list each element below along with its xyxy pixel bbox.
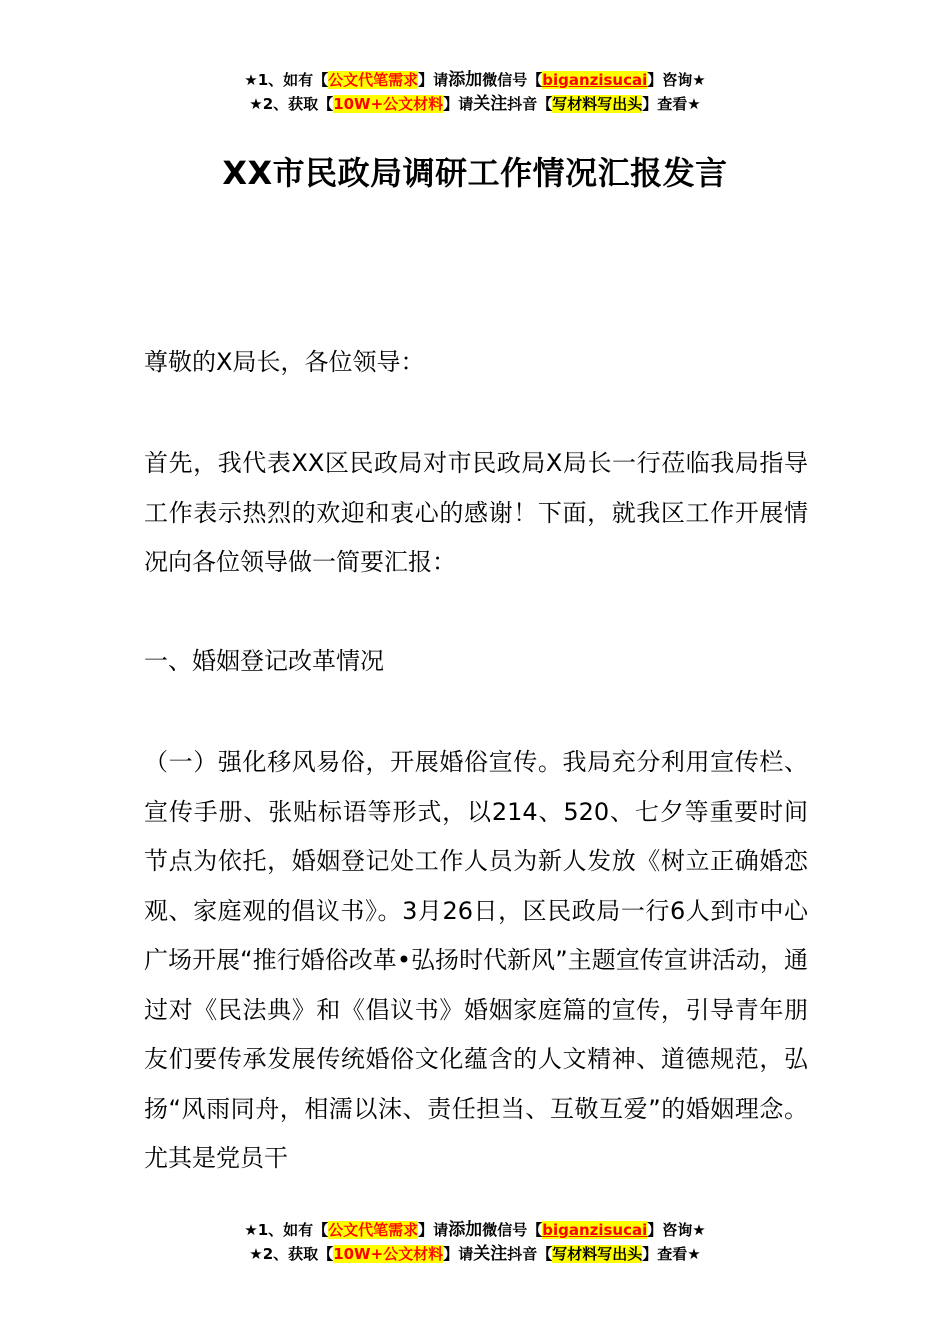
greeting-paragraph: 尊敬的X局长，各位领导：: [144, 348, 425, 376]
promo-text: 】咨询★: [647, 1221, 706, 1239]
bottom-promo-banner: [0, 1218, 950, 1266]
promo-highlight-materials: 10W+公文材料: [333, 95, 444, 113]
promo-text: 】查看★: [642, 1245, 701, 1263]
promo-emphasis: 添加: [448, 70, 483, 90]
promo-emphasis: 添加: [448, 1220, 483, 1240]
promo-highlight-materials: 10W+公文材料: [333, 1245, 444, 1263]
promo-emphasis: 关注: [473, 94, 508, 114]
promo-highlight-wechat: biganzisucai: [542, 71, 648, 89]
promo-highlight-service: 公文代笔需求: [328, 1221, 419, 1239]
promo-text: 】咨询★: [647, 71, 706, 89]
document-title: XX市民政局调研工作情况汇报发言: [222, 154, 728, 192]
promo-text: 抖音【: [507, 95, 553, 113]
promo-text: ★2、获取【: [249, 95, 334, 113]
promo-text: 】请: [418, 71, 449, 89]
promo-text: 抖音【: [507, 1245, 553, 1263]
promo-text: 】查看★: [642, 95, 701, 113]
promo-text: ★2、获取【: [249, 1245, 334, 1263]
promo-highlight-douyin: 写材料写出头: [552, 95, 643, 113]
section-heading: 一、婚姻登记改革情况: [144, 647, 384, 675]
promo-text: 】请: [443, 95, 474, 113]
promo-text: 微信号【: [482, 71, 543, 89]
promo-line-1: [0, 68, 950, 92]
promo-text: 】请: [443, 1245, 474, 1263]
promo-text: 微信号【: [482, 1221, 543, 1239]
intro-paragraph: 首先，我代表XX区民政局对市民政局X局长一行莅临我局指导工作表示热烈的欢迎和衷心的感谢！下面，就我区工作开展情况向各位领导做一简要汇报：: [144, 449, 808, 576]
promo-highlight-wechat: biganzisucai: [542, 1221, 648, 1239]
promo-highlight-douyin: 写材料写出头: [552, 1245, 643, 1263]
promo-text: ★1、如有【: [244, 1221, 329, 1239]
promo-text: 】请: [418, 1221, 449, 1239]
top-promo-banner: [0, 68, 950, 116]
promo-line-1: [0, 1218, 950, 1242]
promo-highlight-service: 公文代笔需求: [328, 71, 419, 89]
promo-emphasis: 关注: [473, 1244, 508, 1264]
promo-line-2: [0, 1242, 950, 1266]
promo-text: ★1、如有【: [244, 71, 329, 89]
subsection-paragraph: （一）强化移风易俗，开展婚俗宣传。我局充分利用宣传栏、宣传手册、张贴标语等形式，以214、520、七夕等重要时间节点为依托，婚姻登记处工作人员为新人发放《树立正确婚恋观、家庭观的倡议书》。3月26日，区民政局一行6人到市中心广场开展“推行婚俗改革•弘扬时代新风”主题宣传宣讲活动，通过对《民法典》和《倡议书》婚姻家庭篇的宣传，引导青年朋友们要传承发展传统婚俗文化蕴含的人文精神、道德规范，弘扬“风雨同舟，相濡以沫、责任担当、互敬互爱”的婚姻理念。尤其是党员干: [144, 748, 808, 1172]
promo-line-2: [0, 92, 950, 116]
